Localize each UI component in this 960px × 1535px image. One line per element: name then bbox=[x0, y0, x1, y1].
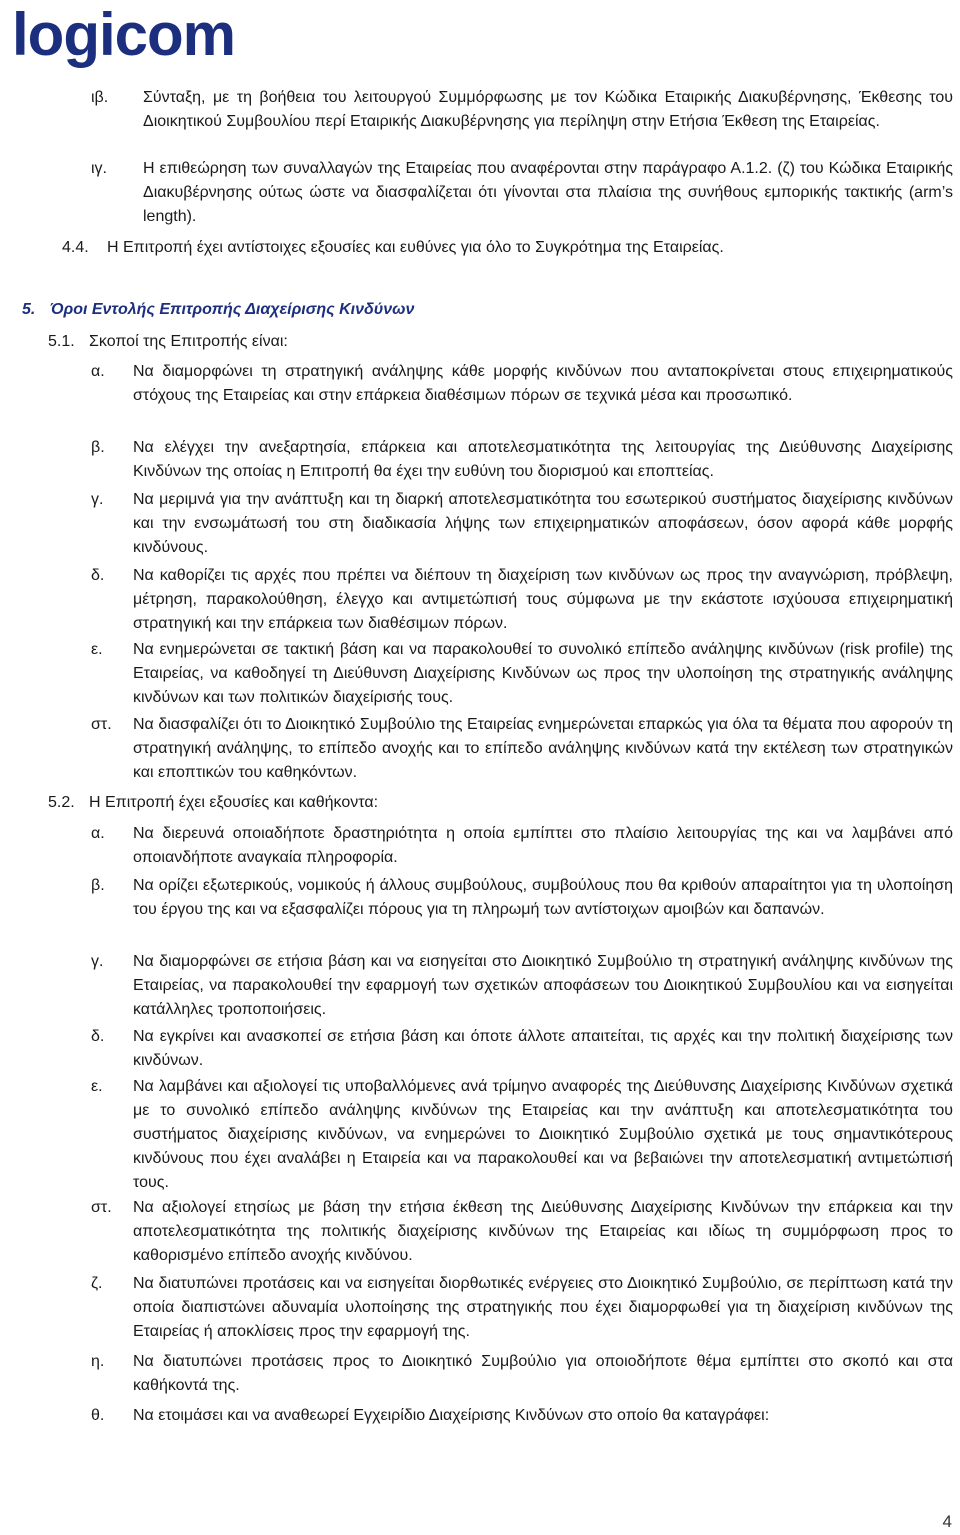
subsection-number: 5.1. bbox=[48, 333, 75, 350]
item-text: Να ενημερώνεται σε τακτική βάση και να παρακολουθεί το συνολικό επίπεδο ανάληψης κινδύνων (risk profile) της Εταιρείας, να καθοδηγεί τη Διεύθυνση Διαχείρισης Κινδύνων ως προς την υλοποίηση της στρατηγικής ανάληψης κινδύνων και των πολιτικών διαχείρισής τους. bbox=[133, 641, 954, 706]
item-text: Η επιθεώρηση των συναλλαγών της Εταιρείας που αναφέρονται στην παράγραφο Α.1.2. (ζ) του Κώδικα Εταιρικής Διακυβέρνησης ούτως ώστε να διασφαλίζεται ότι γίνονται στα πλαίσια της συνήθους εμπορικής τακτικής (arm’s length). bbox=[143, 160, 953, 225]
item-marker: δ. bbox=[91, 567, 105, 584]
item-text: Να μεριμνά για την ανάπτυξη και τη διαρκή αποτελεσματικότητα του εσωτερικού συστήματος διαχείρισης κινδύνων και την ενσωμάτωσή του στη διαδικασία λήψης των επιχειρηματικών αποφάσεων, όσον αφορά κάθε μορφής κινδύνους. bbox=[133, 491, 953, 556]
item-text: Να διατυπώνει προτάσεις και να εισηγείται διορθωτικές ενέργειες στο Διοικητικό Συμβούλιο, σε περίπτωση κατά την οποία διαπιστώνει αδυναμία υλοποίησης της στρατηγικής που έχει διαμορφωθεί για τη διαχείριση κινδύνων της Εταιρείας ή αποκλίσεις προς την εφαρμογή της. bbox=[133, 1275, 953, 1340]
item-marker: η. bbox=[91, 1353, 105, 1370]
item-text: Να διερευνά οποιαδήποτε δραστηριότητα η οποία εμπίπτει στο πλαίσιο λειτουργίας της και να λαμβάνει από οποιανδήποτε αναγκαία πληροφορία. bbox=[133, 825, 953, 866]
item-text: Να ετοιμάσει και να αναθεωρεί Εγχειρίδιο Διαχείρισης Κινδύνων στο οποίο θα καταγράφει: bbox=[133, 1407, 770, 1424]
section-number: 4.4. bbox=[62, 239, 89, 256]
logicom-logo: logicom bbox=[12, 1, 236, 68]
item-text: Να λαμβάνει και αξιολογεί τις υποβαλλόμενες ανά τρίμηνο αναφορές της Διεύθυνσης Διαχείρισης Κινδύνων σχετικά με το συνολικό επίπεδο ανάληψης κινδύνων της Εταιρείας και την ανάπτυξη και αποτελεσματικότητα του συστήματος διαχείρισης κινδύνων, να ενημερώνει το Διοικητικό Συμβούλιο σχετικά με τους σημαντικότερους κινδύνους που έχει αναλάβει η Εταιρεία και να παρακολουθεί και να βεβαιώνει την αποτελεσματική αντιμετώπισή τους. bbox=[133, 1078, 953, 1191]
item-text: Να διαμορφώνει τη στρατηγική ανάληψης κάθε μορφής κινδύνων που ανταποκρίνεται στους επιχειρηματικούς στόχους της Εταιρείας και στην επάρκεια διαθέσιμων πόρων σε τεχνικά μέσα και προσωπικό. bbox=[133, 363, 953, 404]
item-marker: γ. bbox=[91, 491, 104, 508]
subsection-number: 5.2. bbox=[48, 794, 75, 811]
page-number: 4 bbox=[942, 1512, 952, 1531]
item-marker: ε. bbox=[91, 641, 103, 658]
item-marker: α. bbox=[91, 825, 105, 842]
item-text: Να διαμορφώνει σε ετήσια βάση και να εισηγείται στο Διοικητικό Συμβούλιο τη στρατηγική ανάληψης κινδύνων της Εταιρείας, να παρακολουθεί την εφαρμογή των σχετικών αποφάσεων του Διοικητικού Συμβουλίου και να εισηγείται κατάλληλες τροποποιήσεις. bbox=[133, 953, 953, 1018]
item-marker: ιγ. bbox=[91, 160, 107, 177]
heading-text: Όροι Εντολής Επιτροπής Διαχείρισης Κινδύνων bbox=[50, 301, 415, 318]
item-marker: δ. bbox=[91, 1028, 105, 1045]
item-marker: β. bbox=[91, 439, 105, 456]
item-marker: γ. bbox=[91, 953, 104, 970]
item-text: Να ελέγχει την ανεξαρτησία, επάρκεια και αποτελεσματικότητα της λειτουργίας της Διεύθυνσης Διαχείρισης Κινδύνων της οποίας η Επιτροπή θα έχει την ευθύνη του διορισμού και εποπτείας. bbox=[133, 439, 953, 480]
item-marker: στ. bbox=[91, 1199, 112, 1216]
item-marker: ε. bbox=[91, 1078, 103, 1095]
subsection-text: Η Επιτροπή έχει εξουσίες και καθήκοντα: bbox=[89, 794, 379, 811]
item-text: Να εγκρίνει και ανασκοπεί σε ετήσια βάση και όποτε άλλοτε απαιτείται, τις αρχές και την πολιτική διαχείρισης των κινδύνων. bbox=[133, 1028, 953, 1069]
item-text: Να διατυπώνει προτάσεις προς το Διοικητικό Συμβούλιο για οποιοδήποτε θέμα εμπίπτει στο σκοπό και στα καθήκοντά της. bbox=[133, 1353, 953, 1394]
item-marker: ζ. bbox=[91, 1275, 103, 1292]
item-text: Να καθορίζει τις αρχές που πρέπει να διέπουν τη διαχείριση των κινδύνων ως προς την αναγνώριση, πρόβλεψη, μέτρηση, παρακολούθηση, έλεγχο και αντιμετώπισή τους σύμφωνα με την εκάστοτε ισχύουσα επιχειρηματική στρατηγική και την επάρκεια των διαθέσιμων πόρων. bbox=[133, 567, 953, 632]
heading-number: 5. bbox=[22, 301, 36, 318]
item-marker: στ. bbox=[91, 716, 112, 733]
item-marker: α. bbox=[91, 363, 105, 380]
item-marker: β. bbox=[91, 877, 105, 894]
subsection-text: Σκοποί της Επιτροπής είναι: bbox=[89, 333, 288, 350]
item-marker: ιβ. bbox=[91, 89, 109, 106]
item-text: Να ορίζει εξωτερικούς, νομικούς ή άλλους συμβούλους, συμβούλους που θα κριθούν απαραίτητοι για τη υλοποίηση του έργου της και να εξασφαλίζει πόρους για τη πληρωμή των αντίστοιχων αμοιβών και δαπανών. bbox=[133, 877, 953, 918]
section-text: Η Επιτροπή έχει αντίστοιχες εξουσίες και ευθύνες για όλο το Συγκρότημα της Εταιρείας. bbox=[107, 239, 724, 256]
item-text: Να αξιολογεί ετησίως με βάση την ετήσια έκθεση της Διεύθυνσης Διαχείρισης Κινδύνων την επάρκεια και την αποτελεσματικότητα της πολιτικής διαχείρισης κινδύνων της Εταιρείας και ιδίως τη συμμόρφωση προς το καθορισμένο επίπεδο ανοχής κινδύνου. bbox=[133, 1199, 953, 1264]
item-marker: θ. bbox=[91, 1407, 105, 1424]
item-text: Σύνταξη, με τη βοήθεια του λειτουργού Συμμόρφωσης με τον Κώδικα Εταιρικής Διακυβέρνησης, Έκθεσης του Διοικητικού Συμβουλίου περί Εταιρικής Διακυβέρνησης για περίληψη στην Ετήσια Έκθεση της Εταιρείας. bbox=[143, 89, 953, 130]
item-text: Να διασφαλίζει ότι το Διοικητικό Συμβούλιο της Εταιρείας ενημερώνεται επαρκώς για όλα τα θέματα που αφορούν τη στρατηγική ανάληψης, το επίπεδο ανοχής και το επίπεδο ανάληψης κινδύνων κατά την εκτέλεση των στρατηγικών και εποπτικών του καθηκόντων. bbox=[133, 716, 953, 781]
